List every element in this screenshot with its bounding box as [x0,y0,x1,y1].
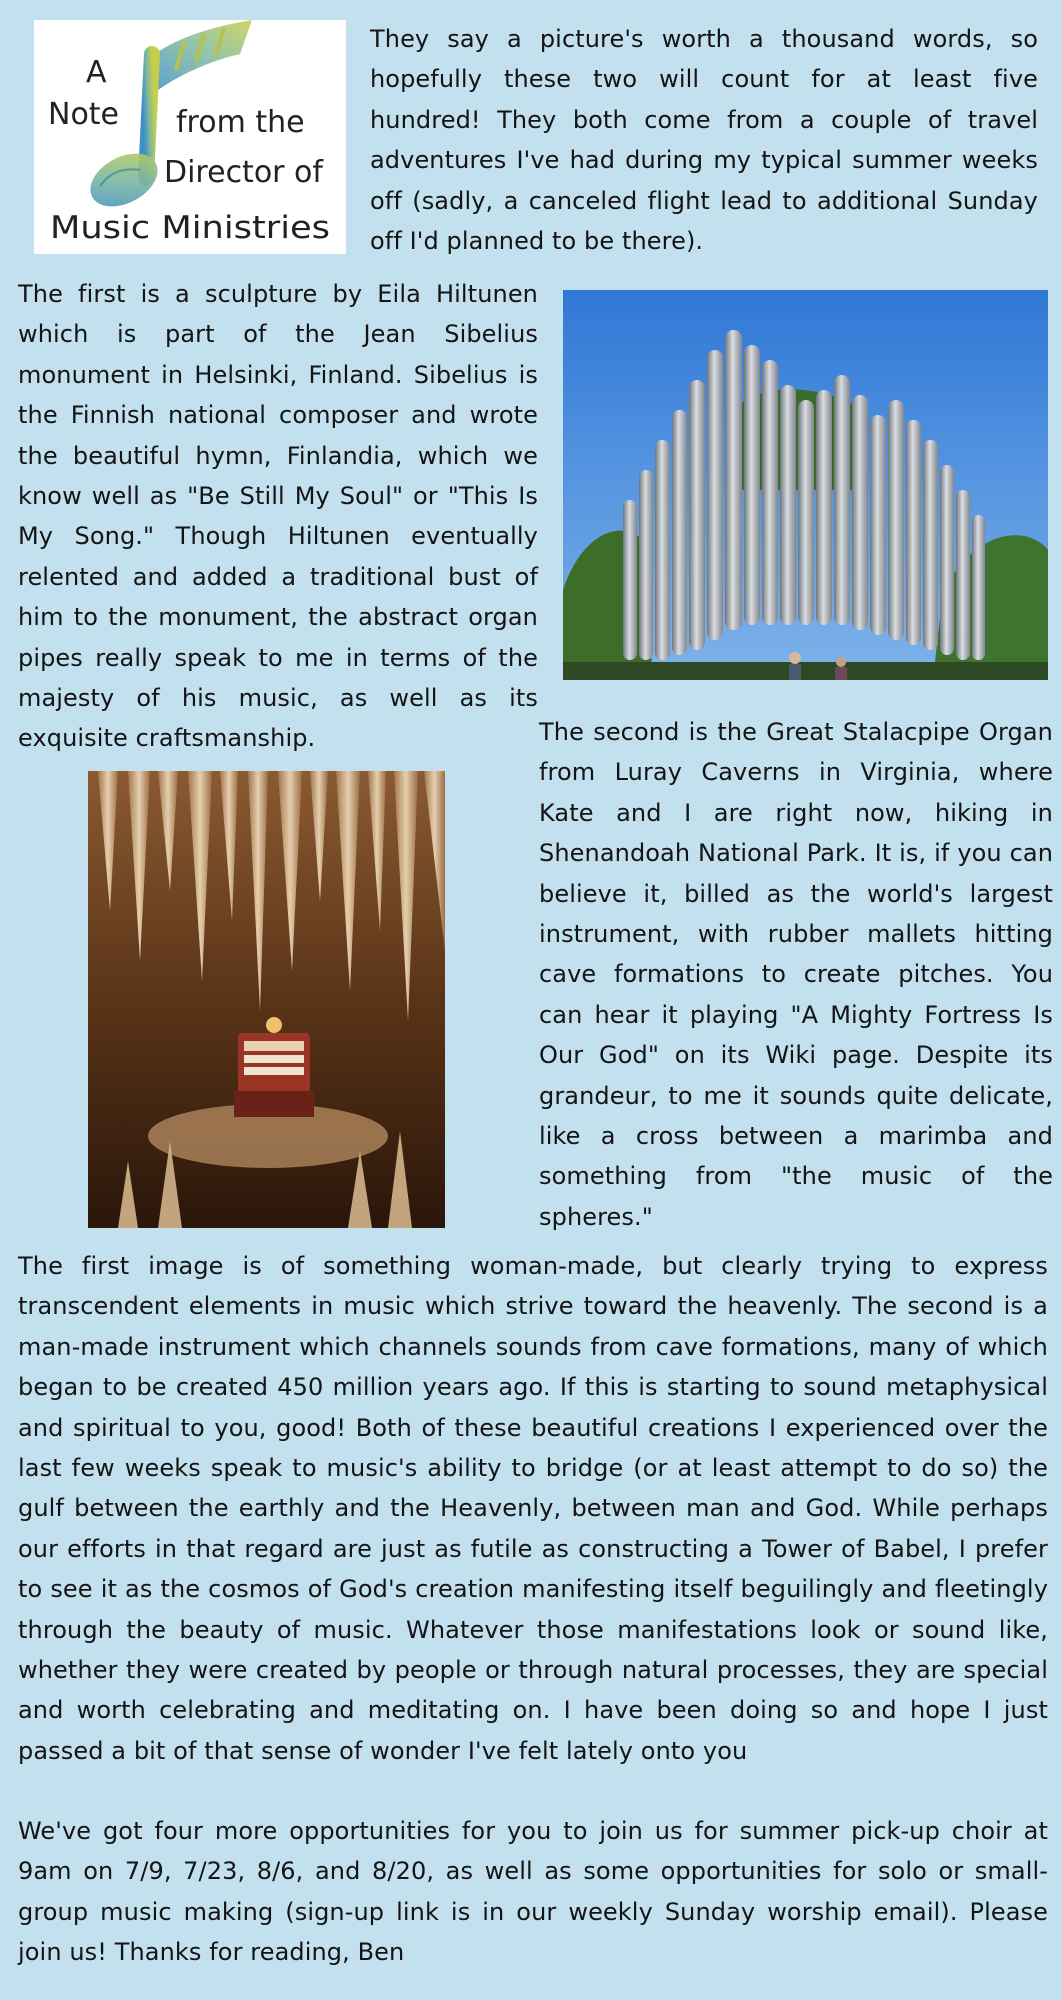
music-note-icon [34,20,346,254]
logo-text-music: Music Ministries [50,210,330,246]
closing-paragraph: We've got four more opportunities for you to join us for summer pick-up choir at 9am on 7/9, 7/23, 8/6, and 8/20, as well as some opportunities for solo or small-group music making (sign-up link is in our weekly Sunday worship email). Please join us! Thanks for reading, Ben [18,1817,1048,1967]
logo-text-director: Director of [164,155,323,190]
reflection-paragraph: The first image is of something woman-made, but clearly trying to express transcendent elements in music which strive toward the heavenly. The second is a man-made instrument which channels sounds from cave formations, many of which began to be created 450 million years ago. If this is starting to sound metaphysical and spiritual to you, good! Both of these beautiful creations I experienced over the last few weeks speak to music's ability to bridge (or at least attempt to do so) the gulf between the earthly and the Heavenly, between man and God. While perhaps our efforts in that regard are just as futile as constructing a Tower of Babel, I prefer to see it as the cosmos of God's creation manifesting itself beguilingly and fleetingly through the beauty of music. Whatever those manifestations look or sound like, whether they were created by people or through natural processes, they are special and worth celebrating and meditating on. I have been doing so and hope I just passed a bit of that sense of wonder I've felt lately onto you [18,1252,1048,1765]
intro-paragraph: They say a picture's worth a thousand words, so hopefully these two will count for at least five hundred! They both come from a couple of travel adventures I've had during my typical summer weeks off (sadly, a canceled flight lead to additional Sunday off I'd planned to be there). [370,25,1038,256]
stalacpipe-organ-photo [88,771,445,1228]
second-paragraph: The second is the Great Stalacpipe Organ from Luray Caverns in Virginia, where Kate and I are right now, hiking in Shenandoah National Park. It is, if you can believe it, billed as the world's largest instrument, with rubber mallets hitting cave formations to create pitches. You can hear it playing "A Mighty Fortress Is Our God" on its Wiki page. Despite its grandeur, to me it sounds quite delicate, like a cross between a marimba and something from "the music of the spheres." [539,718,1053,1231]
first-paragraph: The first is a sculpture by Eila Hiltunen which is part of the Jean Sibelius monument in Helsinki, Finland. Sibelius is the Finnish national composer and wrote the beautiful hymn, Finlandia, which we know well as "Be Still My Soul" or "This Is My Song." Though Hiltunen eventually relented and added a traditional bust of him to the monument, the abstract organ pipes really speak to me in terms of the majesty of his music, as well as its exquisite craftsmanship. [18,280,538,753]
sibelius-monument-photo [563,290,1048,680]
logo-text-from: from the [176,105,305,140]
director-note-logo [34,20,346,254]
logo-text-note: Note [48,97,120,132]
logo-text-a: A [86,55,107,90]
